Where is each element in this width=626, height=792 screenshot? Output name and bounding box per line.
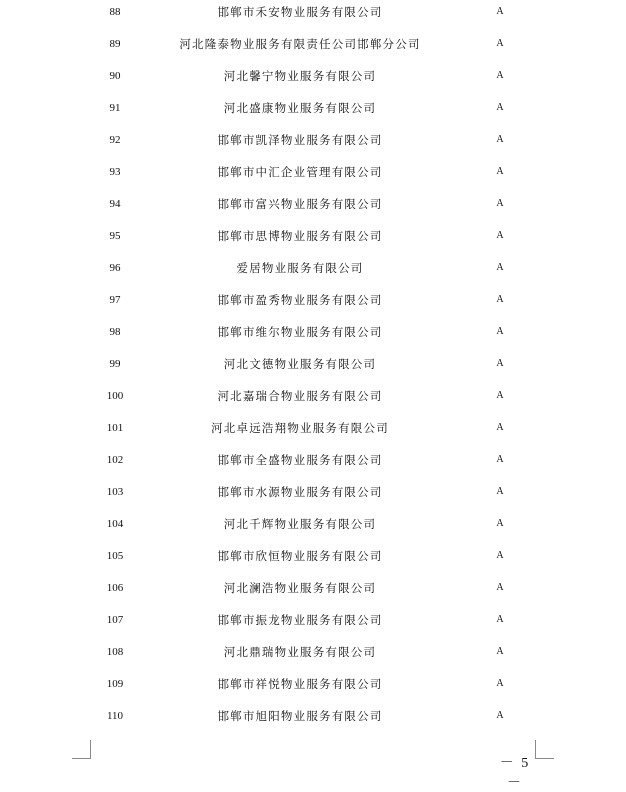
rating-grade: A (496, 358, 504, 369)
company-name: 河北澜浩物业服务有限公司 (223, 581, 377, 595)
table-row (0, 284, 626, 316)
company-name: 河北馨宁物业服务有限公司 (223, 69, 377, 83)
rating-grade: A (496, 518, 504, 529)
row-number: 89 (109, 38, 121, 50)
company-name: 邯郸市振龙物业服务有限公司 (217, 613, 383, 627)
table-row (0, 668, 626, 700)
table-row (0, 60, 626, 92)
company-name: 邯郸市中汇企业管理有限公司 (217, 165, 383, 179)
company-name: 河北千辉物业服务有限公司 (223, 517, 377, 531)
row-number: 92 (109, 134, 121, 146)
row-number: 88 (109, 6, 121, 18)
rating-grade: A (496, 614, 504, 625)
table-row (0, 380, 626, 412)
rating-grade: A (496, 422, 504, 433)
table-row (0, 508, 626, 540)
table-row (0, 188, 626, 220)
table-row (0, 92, 626, 124)
table-row (0, 412, 626, 444)
row-number: 100 (106, 390, 124, 402)
page-corner-mark-left (72, 740, 91, 759)
row-number: 97 (109, 294, 121, 306)
company-name: 邯郸市欣恒物业服务有限公司 (217, 549, 383, 563)
row-number: 105 (106, 550, 124, 562)
company-name: 邯郸市思博物业服务有限公司 (217, 229, 383, 243)
row-number: 109 (106, 678, 124, 690)
row-number: 110 (106, 710, 124, 722)
rating-grade: A (496, 678, 504, 689)
row-number: 93 (109, 166, 121, 178)
rating-grade: A (496, 102, 504, 113)
row-number: 102 (106, 454, 124, 466)
table-row (0, 348, 626, 380)
company-name: 邯郸市维尔物业服务有限公司 (217, 325, 383, 339)
company-name: 河北盛康物业服务有限公司 (223, 101, 377, 115)
row-number: 104 (106, 518, 124, 530)
company-name: 邯郸市凯泽物业服务有限公司 (217, 133, 383, 147)
rating-grade: A (496, 38, 504, 49)
company-name: 河北文德物业服务有限公司 (223, 357, 377, 371)
company-name: 河北卓远浩翔物业服务有限公司 (211, 421, 389, 435)
company-name: 邯郸市富兴物业服务有限公司 (217, 197, 383, 211)
rating-grade: A (496, 262, 504, 273)
row-number: 101 (106, 422, 124, 434)
rating-grade: A (496, 198, 504, 209)
row-number: 96 (109, 262, 121, 274)
table-row (0, 572, 626, 604)
company-name: 邯郸市祥悦物业服务有限公司 (217, 677, 383, 691)
rating-grade: A (496, 582, 504, 593)
row-number: 103 (106, 486, 124, 498)
row-number: 108 (106, 646, 124, 658)
table-row (0, 476, 626, 508)
company-name: 邯郸市水源物业服务有限公司 (217, 485, 383, 499)
rating-grade: A (496, 454, 504, 465)
rating-grade: A (496, 70, 504, 81)
row-number: 95 (109, 230, 121, 242)
row-number: 98 (109, 326, 121, 338)
row-number: 107 (106, 614, 124, 626)
table-row (0, 252, 626, 284)
table-row (0, 636, 626, 668)
rating-grade: A (496, 166, 504, 177)
table-row (0, 700, 626, 732)
company-name: 邯郸市旭阳物业服务有限公司 (217, 709, 383, 723)
table-row (0, 540, 626, 572)
table-row (0, 124, 626, 156)
row-number: 90 (109, 70, 121, 82)
page-number: － 5 － (499, 756, 531, 791)
company-name: 河北嘉瑞合物业服务有限公司 (217, 389, 383, 403)
rating-grade: A (496, 326, 504, 337)
rating-grade: A (496, 486, 504, 497)
table-row (0, 0, 626, 28)
row-number: 94 (109, 198, 121, 210)
row-number: 91 (109, 102, 121, 114)
table-row (0, 444, 626, 476)
table-row (0, 28, 626, 60)
company-name: 爱居物业服务有限公司 (236, 261, 364, 275)
company-name: 河北隆泰物业服务有限责任公司邯郸分公司 (179, 37, 421, 51)
company-name: 邯郸市全盛物业服务有限公司 (217, 453, 383, 467)
rating-grade: A (496, 6, 504, 17)
company-name: 河北鼎瑞物业服务有限公司 (223, 645, 377, 659)
rating-grade: A (496, 390, 504, 401)
rating-grade: A (496, 710, 504, 721)
rating-grade: A (496, 134, 504, 145)
company-name: 邯郸市盈秀物业服务有限公司 (217, 293, 383, 307)
company-name: 邯郸市禾安物业服务有限公司 (217, 5, 383, 19)
table-row (0, 316, 626, 348)
rating-grade: A (496, 230, 504, 241)
rating-grade: A (496, 294, 504, 305)
row-number: 99 (109, 358, 121, 370)
rating-grade: A (496, 646, 504, 657)
table-row (0, 604, 626, 636)
table-row (0, 156, 626, 188)
rating-grade: A (496, 550, 504, 561)
row-number: 106 (106, 582, 124, 594)
table-row (0, 220, 626, 252)
